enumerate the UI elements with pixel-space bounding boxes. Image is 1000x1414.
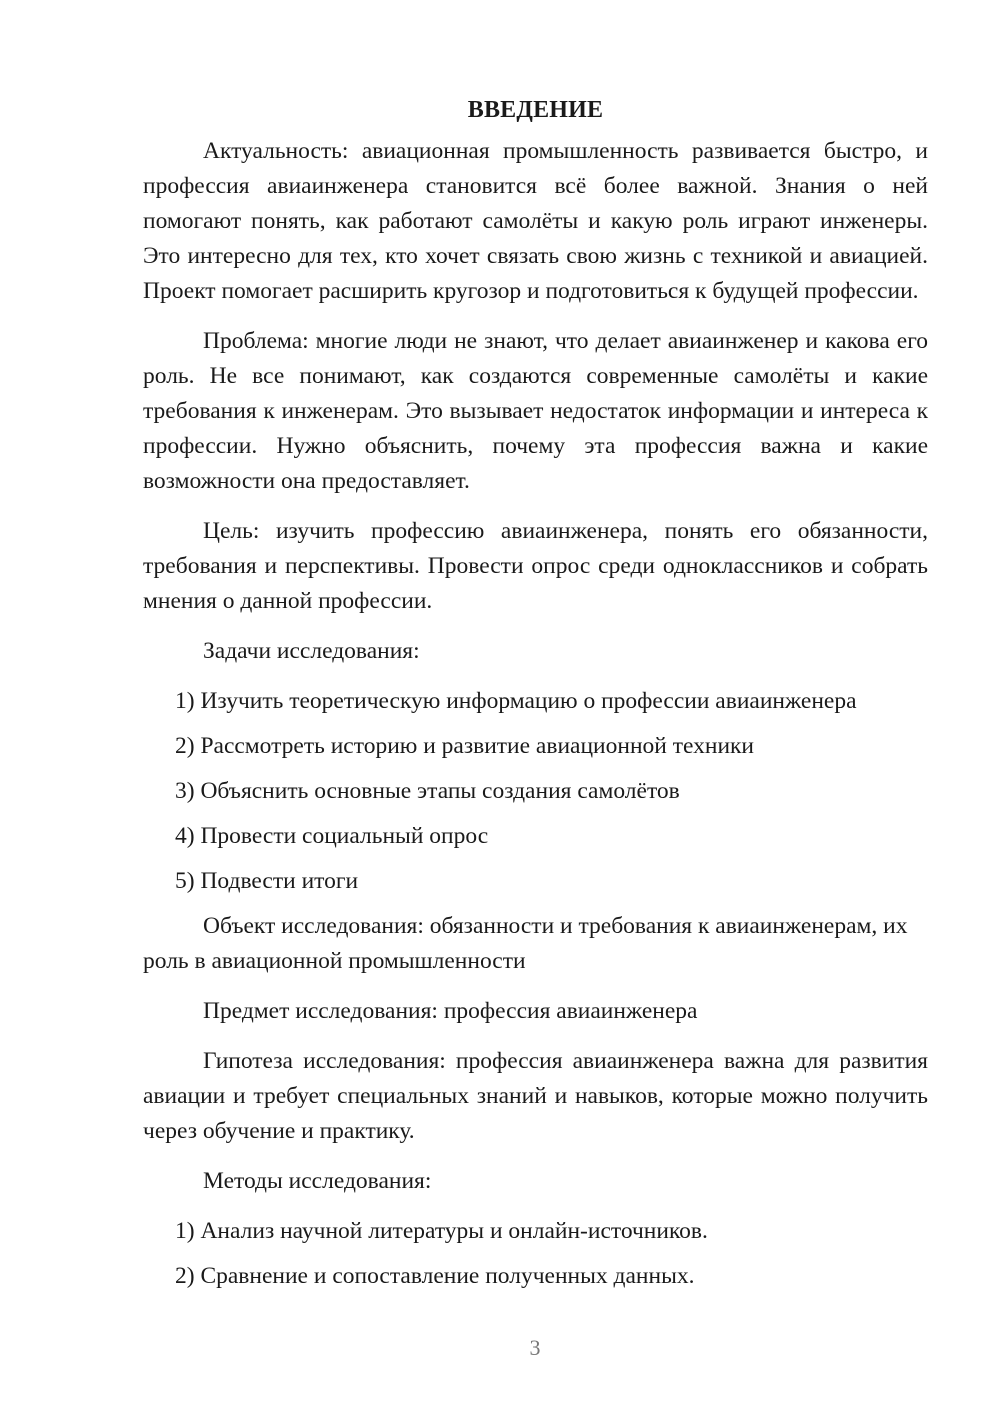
object-paragraph: Объект исследования: обязанности и требования к авиаинженерам, их роль в авиационной промышленности [143,913,908,974]
page-title: ВВЕДЕНИЕ [467,97,604,123]
list-item: 1) Анализ научной литературы и онлайн-источников. [175,1218,708,1244]
list-item: 3) Объяснить основные этапы создания самолётов [175,778,680,804]
list-item: 2) Сравнение и сопоставление полученных данных. [175,1263,695,1289]
list-item: 1) Изучить теоретическую информацию о профессии авиаинженера [175,688,857,714]
page-body [143,93,928,1304]
list-item: 4) Провести социальный опрос [175,823,489,849]
methods-heading: Методы исследования: [203,1168,432,1194]
list-item: 2) Рассмотреть историю и развитие авиационной техники [175,733,755,759]
list-item: 5) Подвести итоги [175,868,359,894]
relevance-paragraph: Актуальность: авиационная промышленность развивается быстро, и профессия авиаинженера становится всё более важной. Знания о ней помогают понять, как работают самолёты и какую роль играют инженеры. Это интересно для тех, кто хочет связать свою жизнь с техникой и авиацией. Проект помогает расширить кругозор и подготовиться к будущей профессии. [143,138,928,304]
tasks-heading: Задачи исследования: [203,638,420,664]
page-number: 3 [529,1335,541,1360]
goal-paragraph: Цель: изучить профессию авиаинженера, понять его обязанности, требования и перспективы. Провести опрос среди одноклассников и собрать мнения о данной профессии. [143,518,928,614]
methods-list [143,1214,928,1294]
tasks-list [143,684,928,899]
problem-paragraph: Проблема: многие люди не знают, что делает авиаинженер и какова его роль. Не все понимают, как создаются современные самолёты и какие требования к инженерам. Это вызывает недостаток информации и интереса к профессии. Нужно объяснить, почему эта профессия важна и какие возможности она предоставляет. [143,328,928,494]
subject-paragraph: Предмет исследования: профессия авиаинженера [203,998,698,1024]
hypothesis-paragraph: Гипотеза исследования: профессия авиаинженера важна для развития авиации и требует специальных знаний и навыков, которые можно получить через обучение и практику. [143,1048,928,1144]
